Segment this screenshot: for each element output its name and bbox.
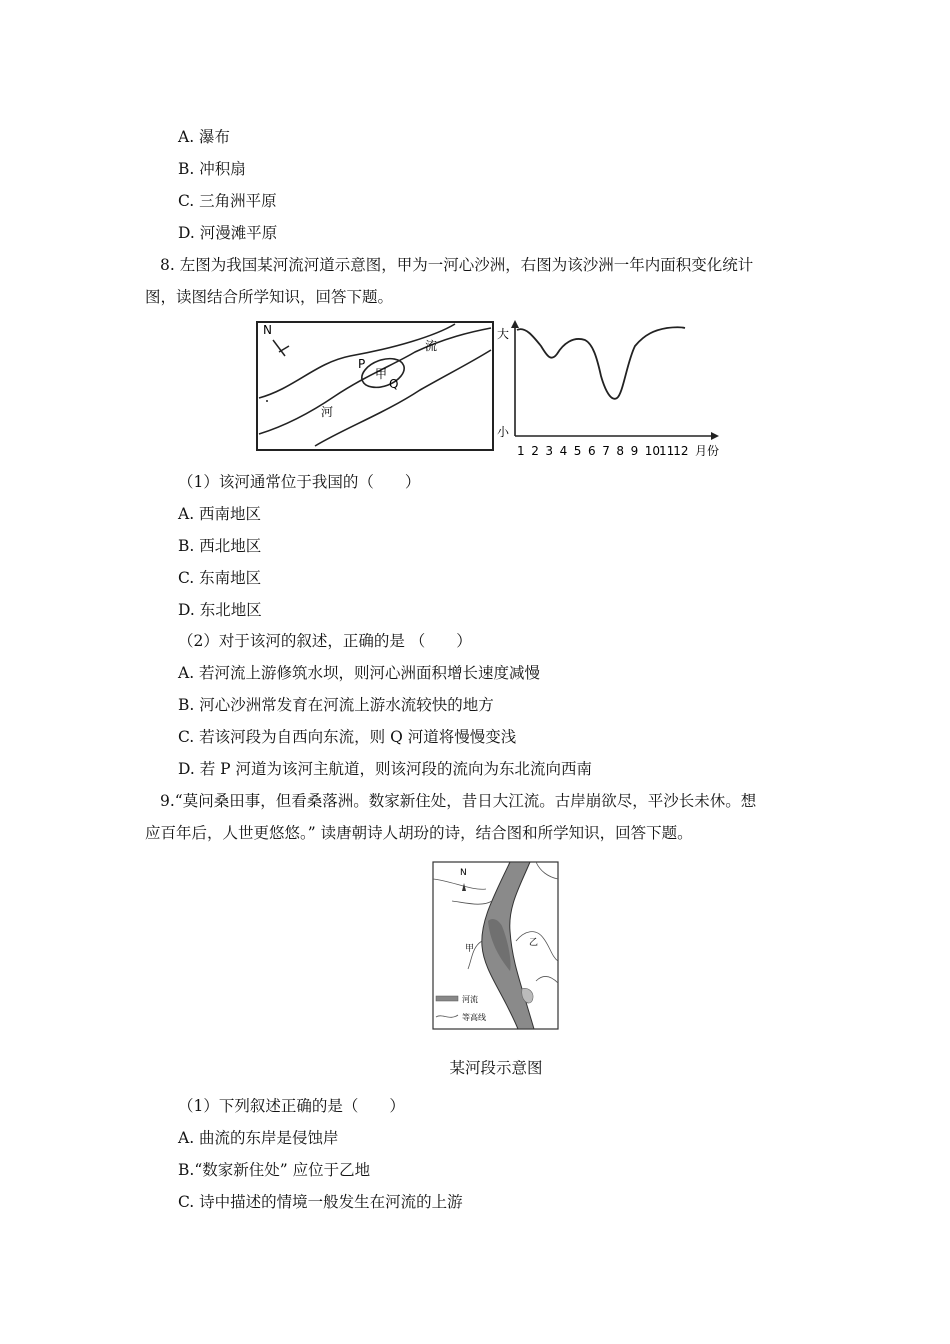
- q8-sub1-option-b: B. 西北地区: [178, 537, 262, 555]
- north-arrow-icon: [273, 340, 289, 356]
- chart-month-tick: 10: [644, 444, 661, 458]
- q8-stem-line2: 图，读图结合所学知识，回答下题。: [145, 288, 394, 306]
- map-north-label: N: [460, 868, 467, 878]
- map-label-yi: 乙: [529, 938, 539, 948]
- q8-sub1-question: （1）该河通常位于我国的（ ）: [178, 473, 421, 491]
- map-label-p: P: [358, 357, 366, 371]
- river-bank-south: [259, 328, 491, 434]
- q8-stem-line1: 8. 左图为我国某河流河道示意图，甲为一河心沙洲，右图为该沙洲一年内面积变化统计: [160, 256, 754, 274]
- q9-stem-line2: 应百年后，人世更悠悠。” 读唐朝诗人胡玢的诗，结合图和所学知识，回答下题。: [145, 824, 693, 842]
- map-label-q: Q: [389, 377, 399, 391]
- q8-sub1-option-d: D. 东北地区: [178, 601, 262, 619]
- chart-month-tick: 5: [573, 444, 582, 458]
- chart-month-tick: 2: [531, 444, 539, 458]
- chart-month-tick: 7: [602, 444, 610, 458]
- q7-option-b: B. 冲积扇: [178, 160, 246, 178]
- q8-sub2-option-a: A. 若河流上游修筑水坝，则河心洲面积增长速度减慢: [178, 664, 541, 682]
- map-label-he: 河: [321, 405, 334, 419]
- chart-y-high-label: 大: [497, 327, 510, 341]
- q8-sub2-option-b: B. 河心沙洲常发育在河流上游水流较快的地方: [178, 696, 494, 714]
- chart-month-tick: 4: [559, 444, 568, 458]
- q8-figure: [255, 318, 735, 458]
- q8-sub1-option-c: C. 东南地区: [178, 569, 262, 587]
- legend-river-label: 河流: [462, 995, 478, 1004]
- river-map-frame: [257, 322, 493, 450]
- chart-month-tick: 6: [588, 444, 596, 458]
- map-label-jia: 甲: [375, 367, 388, 381]
- map-north-label: N: [263, 323, 272, 337]
- q9-sub1-option-b: B.“数家新住处” 应位于乙地: [178, 1161, 371, 1179]
- q9-sub1-option-a: A. 曲流的东岸是侵蚀岸: [178, 1129, 339, 1147]
- q9-sub1-option-c: C. 诗中描述的情境一般发生在河流的上游: [178, 1193, 463, 1211]
- q9-stem-line1: 9.“莫问桑田事，但看桑落洲。数家新住处，昔日大江流。古岸崩欲尽，平沙长未休。想: [160, 792, 757, 810]
- chart-month-tick: 9: [630, 444, 639, 458]
- q8-sub1-option-a: A. 西南地区: [178, 505, 262, 523]
- q9-sub1-question: （1）下列叙述正确的是（ ）: [178, 1097, 405, 1115]
- map-label-liu: 流: [425, 339, 438, 353]
- q7-option-a: A. 瀑布: [178, 128, 231, 146]
- chart-x-unit-label: 月份: [695, 444, 720, 458]
- q7-option-c: C. 三角洲平原: [178, 192, 277, 210]
- q8-sub2-question: （2）对于该河的叙述，正确的是 （ ）: [178, 632, 472, 650]
- chart-month-tick: 1: [517, 444, 525, 458]
- q9-figure-caption: 某河段示意图: [449, 1059, 543, 1077]
- chart-month-tick: 8: [616, 444, 625, 458]
- q9-figure: [432, 861, 560, 1031]
- chart-y-low-label: 小: [497, 425, 510, 439]
- map-label-jia: 甲: [465, 944, 475, 954]
- q7-option-d: D. 河漫滩平原: [178, 224, 278, 242]
- q8-sub2-option-d: D. 若 P 河道为该河主航道，则该河段的流向为东北流向西南: [178, 760, 593, 778]
- chart-month-tick: 3: [545, 444, 554, 458]
- chart-month-tick: 11: [659, 444, 675, 458]
- q8-sub2-option-c: C. 若该河段为自西向东流，则 Q 河道将慢慢变浅: [178, 728, 517, 746]
- area-curve: [517, 327, 685, 399]
- chart-month-tick: 12: [673, 444, 689, 458]
- sandbar-area-chart: [497, 320, 719, 458]
- legend-contour-label: 等高线: [462, 1013, 486, 1022]
